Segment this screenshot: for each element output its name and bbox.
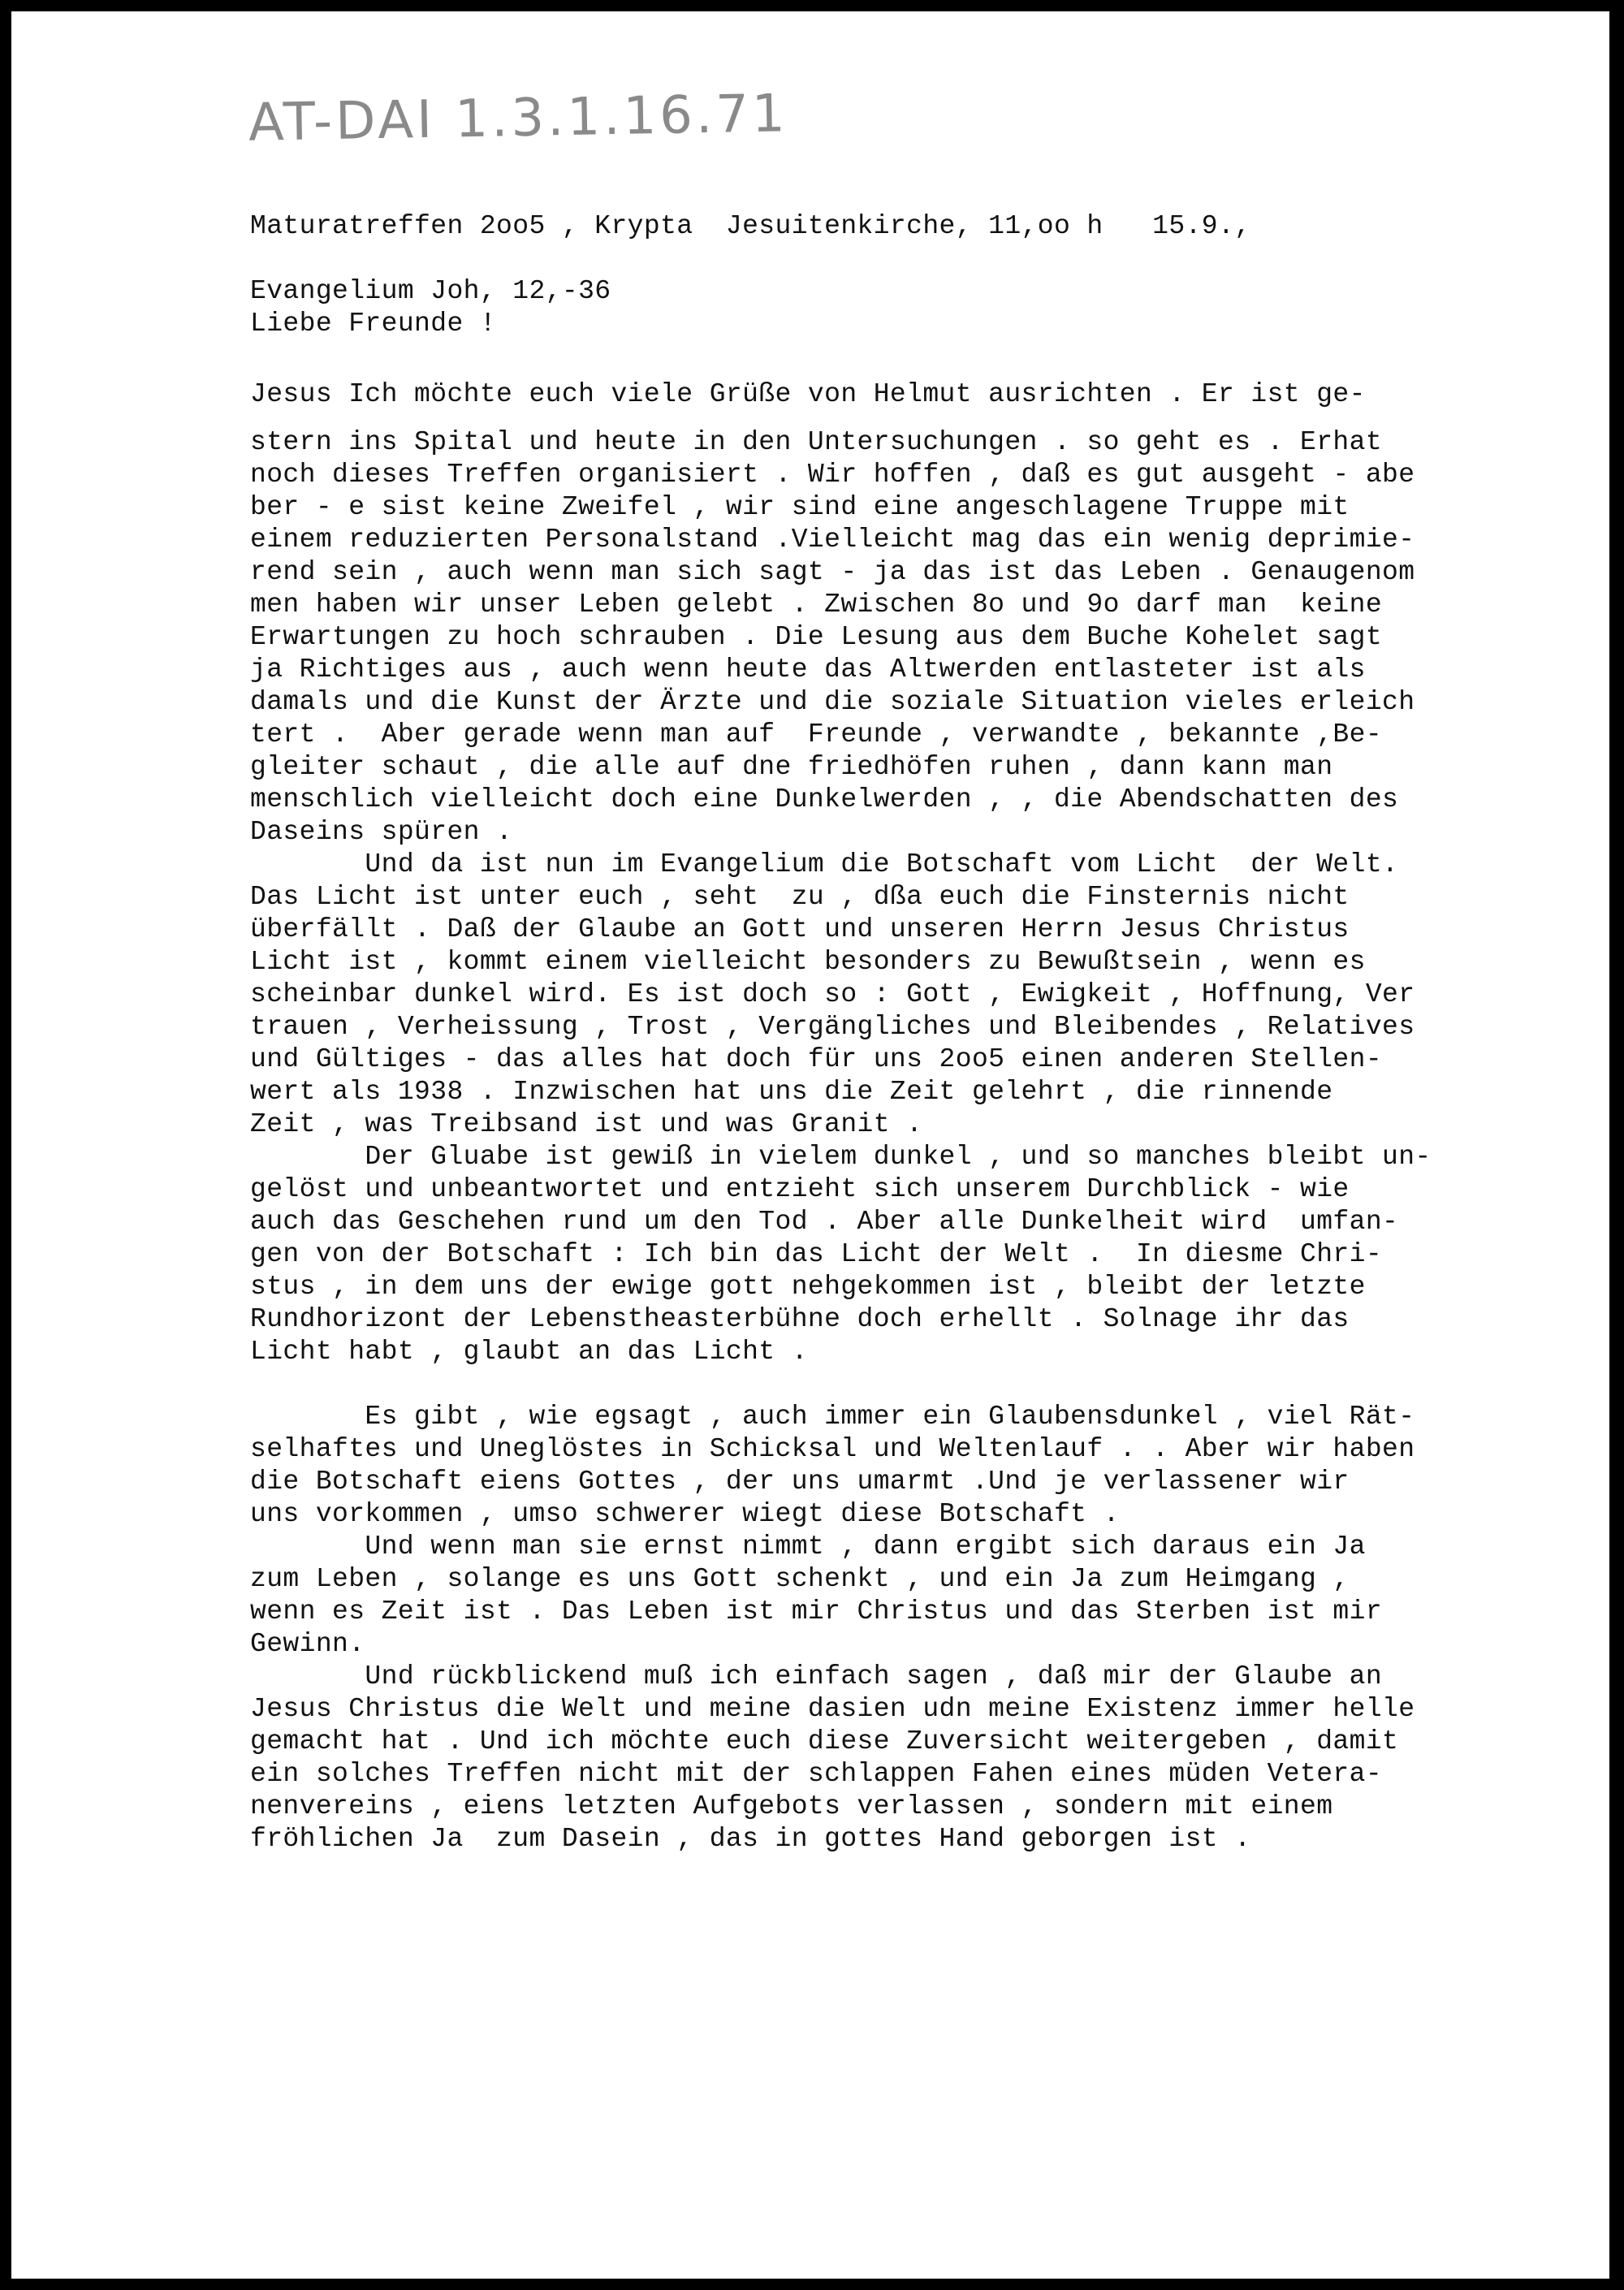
text-line: Es gibt , wie egsagt , auch immer ein Glaubensdunkel , viel Rät- xyxy=(250,1402,1415,1432)
text-line: Zeit , was Treibsand ist und was Granit . xyxy=(250,1109,923,1139)
text-line: ja Richtiges aus , auch wenn heute das Altwerden entlasteter ist als xyxy=(250,655,1366,685)
text-line: Licht ist , kommt einem vielleicht besonders zu Bewußtsein , wenn es xyxy=(250,947,1366,977)
text-line: gen von der Botschaft : Ich bin das Licht der Welt . In diesme Chri- xyxy=(250,1239,1383,1269)
text-line: auch das Geschehen rund um den Tod . Aber alle Dunkelheit wird umfan- xyxy=(250,1207,1399,1237)
text-line: gelöst und unbeantwortet und entzieht sich unserem Durchblick - wie xyxy=(250,1174,1350,1204)
text-line: selhaftes und Uneglöstes in Schicksal und Weltenlauf . . Aber wir haben xyxy=(250,1434,1415,1464)
text-line: ein solches Treffen nicht mit der schlappen Fahen eines müden Vetera- xyxy=(250,1759,1383,1789)
text-line: zum Leben , solange es uns Gott schenkt , und ein Ja zum Heimgang , xyxy=(250,1564,1350,1594)
text-line: fröhlichen Ja zum Dasein , das in gottes Hand geborgen ist . xyxy=(250,1824,1251,1854)
archive-signature-stamp: AT-DAI 1.3.1.16.71 xyxy=(248,84,789,153)
text-line: Der Gluabe ist gewiß in vielem dunkel , und so manches bleibt un- xyxy=(250,1142,1432,1172)
text-line: wenn es Zeit ist . Das Leben ist mir Christus und das Sterben ist mir xyxy=(250,1597,1383,1627)
text-line: gemacht hat . Und ich möchte euch diese Zuversicht weitergeben , damit xyxy=(250,1726,1399,1756)
text-line: stern ins Spital und heute in den Untersuchungen . so geht es . Erhat xyxy=(250,427,1383,457)
text-line: Gewinn. xyxy=(250,1629,365,1659)
text-line: Das Licht ist unter euch , seht zu , dßa euch die Finsternis nicht xyxy=(250,882,1350,912)
text-line: Licht habt , glaubt an das Licht . xyxy=(250,1337,808,1367)
text-line: Erwartungen zu hoch schrauben . Die Lesung aus dem Buche Kohelet sagt xyxy=(250,622,1383,652)
text-line: damals und die Kunst der Ärzte und die soziale Situation vieles erleich xyxy=(250,687,1415,717)
text-line: menschlich vielleicht doch eine Dunkelwerden , , die Abendschatten des xyxy=(250,784,1399,814)
text-line: men haben wir unser Leben gelebt . Zwischen 8o und 9o darf man keine xyxy=(250,590,1383,620)
text-line: Jesus Ich möchte euch viele Grüße von Helmut ausrichten . Er ist ge- xyxy=(250,379,1366,409)
text-line: gleiter schaut , die alle auf dne friedhöfen ruhen , dann kann man xyxy=(250,752,1333,782)
text-line: ber - e sist keine Zweifel , wir sind eine angeschlagene Truppe mit xyxy=(250,492,1350,522)
text-line: noch dieses Treffen organisiert . Wir hoffen , daß es gut ausgeht - abe xyxy=(250,460,1415,490)
sermon-body xyxy=(250,378,1432,1856)
text-line: nenvereins , eiens letzten Aufgebots verlassen , sondern mit einem xyxy=(250,1791,1333,1821)
text-line: tert . Aber gerade wenn man auf Freunde , verwandte , bekannte ,Be- xyxy=(250,719,1383,750)
text-line: trauen , Verheissung , Trost , Vergängliches und Bleibendes , Relatives xyxy=(250,1012,1415,1042)
text-line: uns vorkommen , umso schwerer wiegt diese Botschaft . xyxy=(250,1499,1120,1529)
text-line: die Botschaft eiens Gottes , der uns umarmt .Und je verlassener wir xyxy=(250,1467,1350,1497)
text-line: Daseins spüren . xyxy=(250,817,513,847)
document-header: Maturatreffen 2oo5 , Krypta Jesuitenkirche, 11,oo h 15.9., xyxy=(250,211,1251,241)
text-line: einem reduzierten Personalstand .Vielleicht mag das ein wenig deprimie- xyxy=(250,525,1415,555)
text-line: Rundhorizont der Lebenstheasterbühne doch erhellt . Solnage ihr das xyxy=(250,1304,1350,1334)
text-line: wert als 1938 . Inzwischen hat uns die Zeit gelehrt , die rinnende xyxy=(250,1077,1333,1107)
text-line: Und wenn man sie ernst nimmt , dann ergibt sich daraus ein Ja xyxy=(250,1532,1366,1562)
text-line: scheinbar dunkel wird. Es ist doch so : Gott , Ewigkeit , Hoffnung, Ver xyxy=(250,979,1415,1009)
text-line: Jesus Christus die Welt und meine dasien udn meine Existenz immer helle xyxy=(250,1694,1415,1724)
text-line: überfällt . Daß der Glaube an Gott und unseren Herrn Jesus Christus xyxy=(250,914,1350,944)
text-line: stus , in dem uns der ewige gott nehgekommen ist , bleibt der letzte xyxy=(250,1272,1366,1302)
text-line: rend sein , auch wenn man sich sagt - ja das ist das Leben . Genaugenom xyxy=(250,557,1415,587)
gospel-reference: Evangelium Joh, 12,-36 xyxy=(250,276,611,306)
text-line: Und rückblickend muß ich einfach sagen , daß mir der Glaube an xyxy=(250,1661,1383,1692)
salutation: Liebe Freunde ! xyxy=(250,309,497,339)
text-line: Und da ist nun im Evangelium die Botschaft vom Licht der Welt. xyxy=(250,849,1399,879)
text-line: und Gültiges - das alles hat doch für uns 2oo5 einen anderen Stellen- xyxy=(250,1044,1383,1074)
paragraph-gap xyxy=(250,1368,1432,1401)
document-page xyxy=(11,11,1609,2279)
